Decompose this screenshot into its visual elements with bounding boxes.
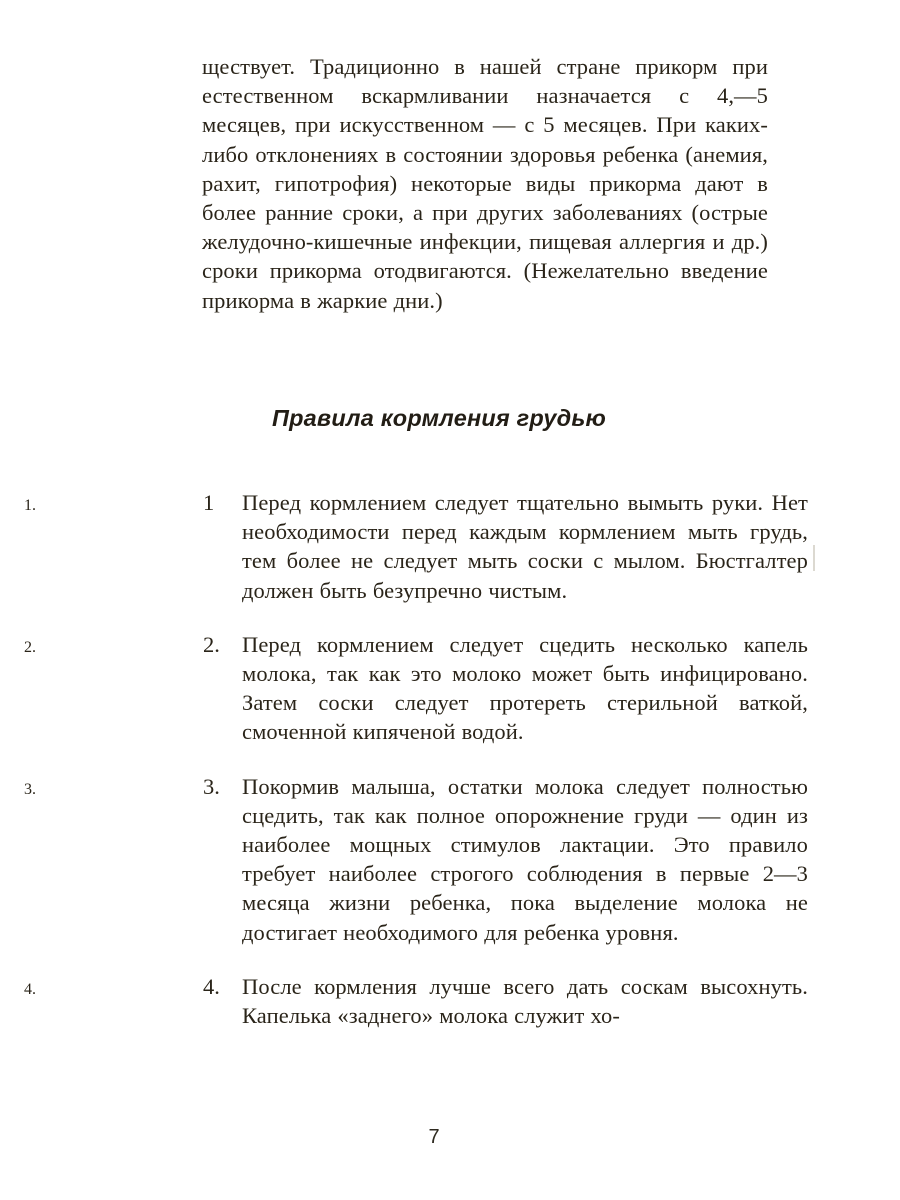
list-item-text: После кормления лучше всего дать соскам высохнуть. Капелька «заднего» молока служит хо- [242,973,808,1029]
list-item-marker: 1. 1 [203,490,215,515]
list-item [40,972,900,1030]
rules-list [0,488,900,1030]
list-item-marker: 3. 3. [203,773,220,799]
continued-paragraph: ществует. Традиционно в нашей стране прикорм при естественном вскармливании назначается с 4,—5 месяцев, при искусственном — с 5 месяцев. При каких-либо отклонениях в состоянии здоровья ребенка (анемия, рахит, гипотрофия) некоторые виды прикорма дают в более ранние сроки, а при других заболеваниях (острые желудочно-кишечные инфекции, пищевая аллергия и др.) сроки прикорма отодвигаются. (Нежелательно введение прикорма в жаркие дни.) [202,54,768,313]
list-item [40,772,900,947]
list-item [40,630,900,747]
body-text-column [202,52,768,315]
list-item-marker: 4. 4. [203,973,220,999]
list-item-text: Перед кормлением следует тщательно вымыть руки. Нет необходимости перед каждым кормлением мыть грудь, тем более не следует мыть соски с мылом. Бюстгалтер должен быть безупречно чистым. [242,490,808,603]
list-item-text: Перед кормлением следует сцедить несколько капель молока, так как это молоко может быть инфицировано. Затем соски следует протереть стерильной ваткой, смоченной кипяченой водой. [242,631,808,745]
list-item [40,488,900,605]
list-item-marker: 2. 2. [203,631,220,657]
section-heading: Правила кормления грудью [272,405,607,431]
list-item-text: Покормив малыша, остатки молока следует полностью сцедить, так как полное опорожнение груди — один из наиболее мощных стимулов лактации. Это правило требует наиболее строгого соблюдения в первые 2—3 месяца жизни ребенка, пока выделение молока не достигает необходимого для ребенка уровня. [242,773,808,945]
page-number: 7 [428,1126,440,1148]
